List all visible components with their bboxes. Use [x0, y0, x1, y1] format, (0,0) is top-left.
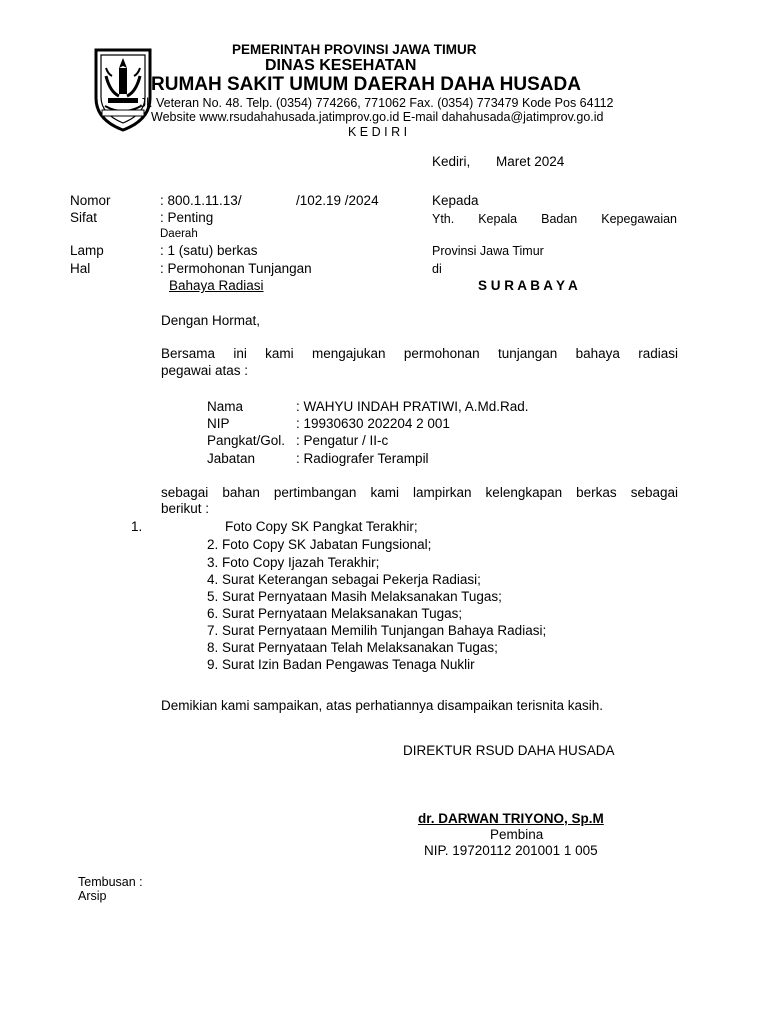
lamp-value: : 1 (satu) berkas — [160, 243, 258, 258]
field-value: : 19930630 202204 2 001 — [296, 416, 450, 431]
hal-value: : Permohonan Tunjangan — [160, 261, 312, 276]
nomor-value-b: /102.19 /2024 — [296, 193, 379, 208]
letterhead-hospital: RUMAH SAKIT UMUM DAERAH DAHA HUSADA — [151, 74, 581, 95]
signatory-name: dr. DARWAN TRIYONO, Sp.M — [418, 811, 604, 826]
date-city: Kediri, — [432, 154, 471, 169]
greeting: Dengan Hormat, — [161, 313, 261, 328]
letterhead-department: DINAS KESEHATAN — [265, 57, 417, 74]
signature-title: DIREKTUR RSUD DAHA HUSADA — [403, 743, 615, 758]
letterhead-website: Website www.rsudahahusada.jatimprov.go.id E-mail dahahusada@jatimprov.go.id — [151, 110, 604, 124]
list-number: 1. — [131, 519, 143, 534]
sifat-value: : Penting — [160, 210, 214, 225]
recipient-kepada: Kepada — [432, 193, 479, 208]
field-value: : WAHYU INDAH PRATIWI, A.Md.Rad. — [296, 399, 529, 414]
tembusan-arsip: Arsip — [78, 889, 107, 903]
recipient-yth: Yth. Kepala Badan Kepegawaian — [432, 212, 677, 226]
intro-line-2: pegawai atas : — [161, 363, 249, 378]
attachment-intro-1: sebagai bahan pertimbangan kami lampirkan kelengkapan berkas sebagai — [161, 485, 678, 500]
list-item: 6. Surat Pernyataan Melaksanakan Tugas; — [207, 606, 463, 621]
hal-label: Hal — [70, 261, 91, 276]
sifat-value-2: Daerah — [160, 228, 198, 240]
field-label: Jabatan — [207, 451, 256, 466]
date-value: Maret 2024 — [496, 154, 565, 169]
signatory-rank: Pembina — [490, 827, 544, 842]
list-item: 3. Foto Copy Ijazah Terakhir; — [207, 555, 380, 570]
hal-value-2: Bahaya Radiasi — [169, 278, 264, 293]
east-java-emblem-logo — [92, 46, 154, 132]
field-value: : Pengatur / II-c — [296, 433, 389, 448]
lamp-label: Lamp — [70, 243, 104, 258]
nomor-label: Nomor — [70, 193, 111, 208]
field-value: : Radiografer Terampil — [296, 451, 429, 466]
letterhead-city: K E D I R I — [348, 125, 408, 139]
tembusan-label: Tembusan : — [78, 875, 143, 889]
field-label: Pangkat/Gol. — [207, 433, 286, 448]
signatory-nip: NIP. 19720112 201001 1 005 — [424, 843, 598, 858]
field-label: Nama — [207, 399, 244, 414]
nomor-value-a: : 800.1.11.13/ — [160, 193, 242, 208]
closing-sentence: Demikian kami sampaikan, atas perhatiannya disampaikan terisnita kasih. — [161, 698, 603, 713]
list-item: Foto Copy SK Pangkat Terakhir; — [225, 519, 418, 534]
recipient-province: Provinsi Jawa Timur — [432, 244, 544, 258]
intro-line-1: Bersama ini kami mengajukan permohonan tunjangan bahaya radiasi — [161, 346, 678, 361]
letterhead-address: Jl. Veteran No. 48. Telp. (0354) 774266, 771062 Fax. (0354) 773479 Kode Pos 64112 — [140, 96, 614, 110]
list-item: 9. Surat Izin Badan Pengawas Tenaga Nuklir — [207, 657, 475, 672]
letterhead-government: PEMERINTAH PROVINSI JAWA TIMUR — [232, 42, 477, 57]
recipient-di: di — [432, 262, 442, 276]
list-item: 2. Foto Copy SK Jabatan Fungsional; — [207, 537, 432, 552]
recipient-city: S U R A B A Y A — [478, 278, 578, 293]
field-label: NIP — [207, 416, 230, 431]
list-item: 5. Surat Pernyataan Masih Melaksanakan Tugas; — [207, 589, 502, 604]
sifat-label: Sifat — [70, 210, 98, 225]
list-item: 8. Surat Pernyataan Telah Melaksanakan Tugas; — [207, 640, 498, 655]
list-item: 4. Surat Keterangan sebagai Pekerja Radiasi; — [207, 572, 481, 587]
attachment-intro-2: berikut : — [161, 501, 210, 516]
list-item: 7. Surat Pernyataan Memilih Tunjangan Bahaya Radiasi; — [207, 623, 547, 638]
